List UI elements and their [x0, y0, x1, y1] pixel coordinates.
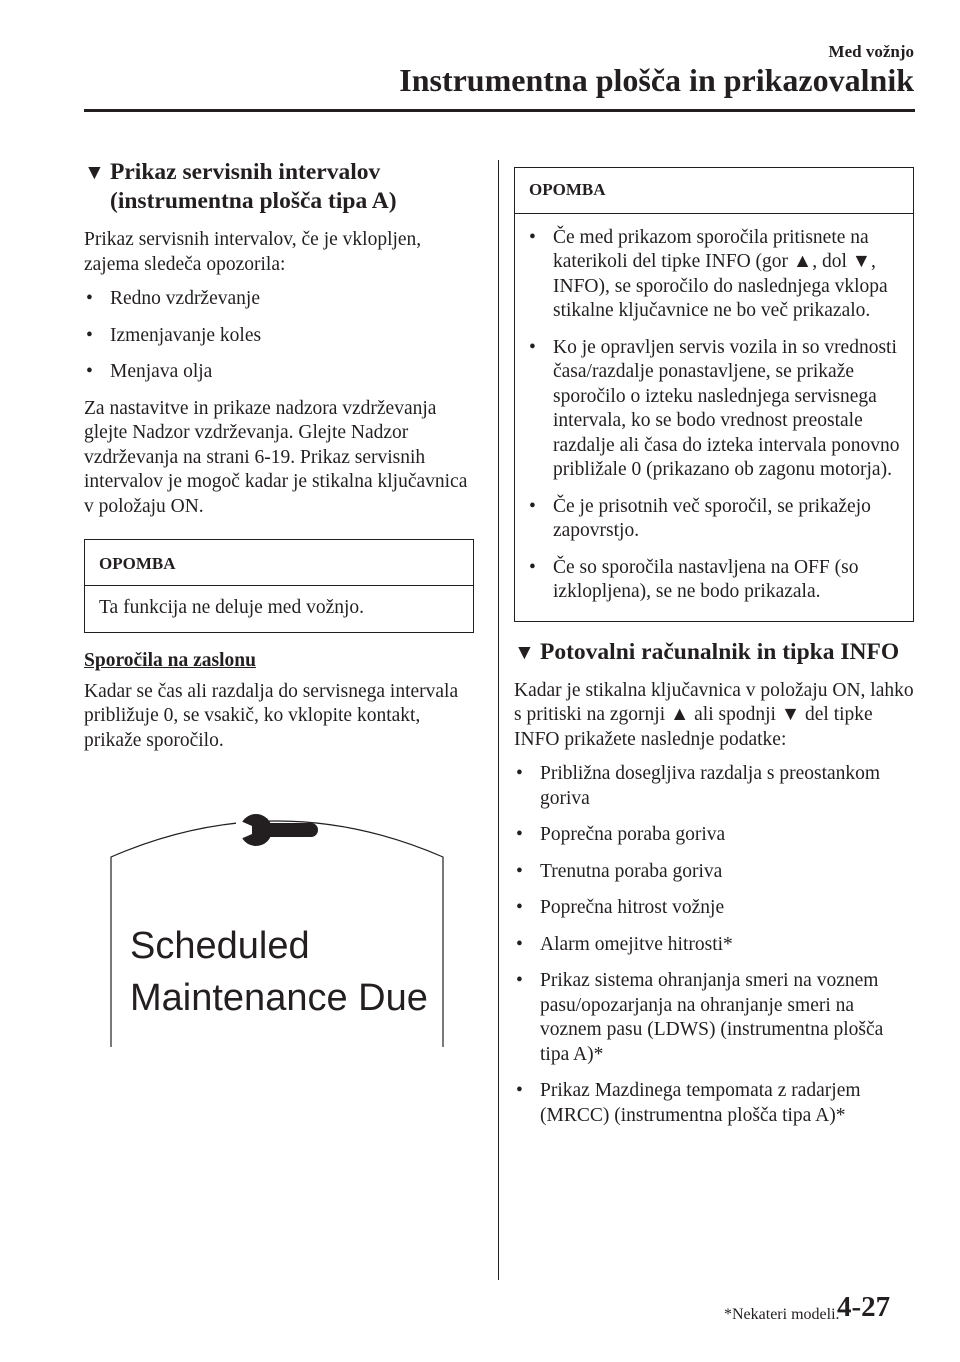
section-heading-trip-computer [514, 638, 914, 667]
list-item: • Poprečna hitrost vožnje [514, 896, 914, 921]
list-item: • Poprečna poraba goriva [514, 823, 914, 848]
triangle-down-icon: ▼ [84, 160, 105, 184]
bullet-icon: • [86, 361, 93, 382]
chapter-title: Instrumentna plošča in prikazovalnik [399, 62, 914, 98]
display-line-1: Scheduled [130, 925, 310, 967]
bullet-icon: • [529, 495, 536, 517]
list-item: • Če je prisotnih več sporočil, se prikažejo zapovrstjo. [529, 495, 871, 541]
bullet-icon: • [516, 824, 523, 845]
display-outline [110, 795, 444, 1050]
messages-paragraph: Kadar se čas ali razdalja do servisnega intervala približuje 0, se vsakič, ko vklopite kontakt, prikaže sporočilo. [84, 680, 459, 751]
triangle-down-icon: ▼ [514, 639, 535, 664]
list-item: • Izmenjavanje koles [84, 324, 474, 349]
list-item: • Prikaz Mazdinega tempomata z radarjem (MRCC) (instrumentna plošča tipa A)* [516, 1080, 861, 1126]
bullet-icon: • [86, 324, 93, 346]
left-column [84, 158, 474, 761]
bullet-icon: • [529, 336, 536, 358]
page-number: 4-27 [837, 1291, 891, 1323]
column-divider [498, 160, 499, 1280]
info-list [514, 762, 914, 1128]
note-list [515, 214, 913, 621]
list-item: • Redno vzdrževanje [84, 287, 474, 312]
bullet-icon: • [529, 226, 536, 248]
settings-paragraph: Za nastavitve in prikaze nadzora vzdrževanja glejte Nadzor vzdrževanja. Glejte Nadzor vzdrževanja na strani 6-19. Prikaz servisnih intervalov je mogoč kadar je stikalna ključavnica v položaju ON. [84, 397, 468, 517]
note-title: OPOMBA [85, 540, 473, 586]
maintenance-display-illustration [110, 795, 444, 1050]
wrench-icon [236, 814, 318, 846]
bullet-icon: • [529, 556, 536, 578]
right-column [514, 167, 914, 1140]
list-item: • Prikaz sistema ohranjanja smeri na voznem pasu/opozarjanja na ohranjanje smeri na voznem pasu (LDWS) (instrumentna plošča tipa A)* [516, 970, 884, 1065]
section-label: Med vožnjo [828, 42, 914, 61]
note-text: Ta funkcija ne deluje med vožnjo. [99, 596, 365, 618]
bullet-icon: • [86, 288, 93, 309]
bullet-icon: • [516, 970, 523, 991]
section-heading-text: Potovalni računalnik in tipka INFO [540, 638, 900, 665]
list-item: • Če so sporočila nastavljena na OFF (so izklopljena), se ne bodo prikazala. [529, 556, 859, 602]
footnote: *Nekateri modeli. [724, 1306, 840, 1323]
bullet-icon: • [516, 1080, 523, 1101]
list-item: • Ko je opravljen servis vozila in so vrednosti časa/razdalje ponastavljene, se prikaže sporočilo o izteku naslednjega servisnega intervala, ko se bodo vrednost preostale razdalje ali časa do izteka intervala ponovno približale 0 (prikazano ob zagonu motorja). [529, 336, 900, 480]
section-heading-service-intervals [84, 158, 474, 216]
note-title: OPOMBA [515, 168, 913, 214]
note-box [514, 167, 914, 622]
subheading-display-messages: Sporočila na zaslonu [84, 650, 256, 671]
bullet-icon: • [516, 933, 523, 955]
list-item: • Alarm omejitve hitrosti* [514, 933, 914, 958]
header-rule [84, 109, 915, 112]
bullet-icon: • [516, 763, 523, 784]
intro-paragraph: Kadar je stikalna ključavnica v položaju ON, lahko s pritiski na zgornji ▲ ali spodnji ▼ del tipke INFO prikažete naslednje podatke: [514, 679, 914, 750]
section-heading-text: Prikaz servisnih intervalov (instrumentna plošča tipa A) [110, 159, 397, 214]
list-item: • Če med prikazom sporočila pritisnete na katerikoli del tipke INFO (gor ▲, dol ▼, INFO), se sporočilo do naslednjega vklopa stikalne ključavnice ne bo več prikazalo. [529, 226, 888, 321]
note-box [84, 539, 474, 633]
display-line-2: Maintenance Due [130, 977, 428, 1019]
list-item: • Približna dosegljiva razdalja s preostankom goriva [516, 763, 881, 809]
intro-paragraph: Prikaz servisnih intervalov, če je vklopljen, zajema sledeča opozorila: [84, 229, 422, 275]
bullet-icon: • [516, 860, 523, 882]
list-item: • Trenutna poraba goriva [514, 860, 914, 885]
warning-list [84, 287, 474, 385]
list-item: • Menjava olja [84, 360, 474, 385]
bullet-icon: • [516, 897, 523, 918]
